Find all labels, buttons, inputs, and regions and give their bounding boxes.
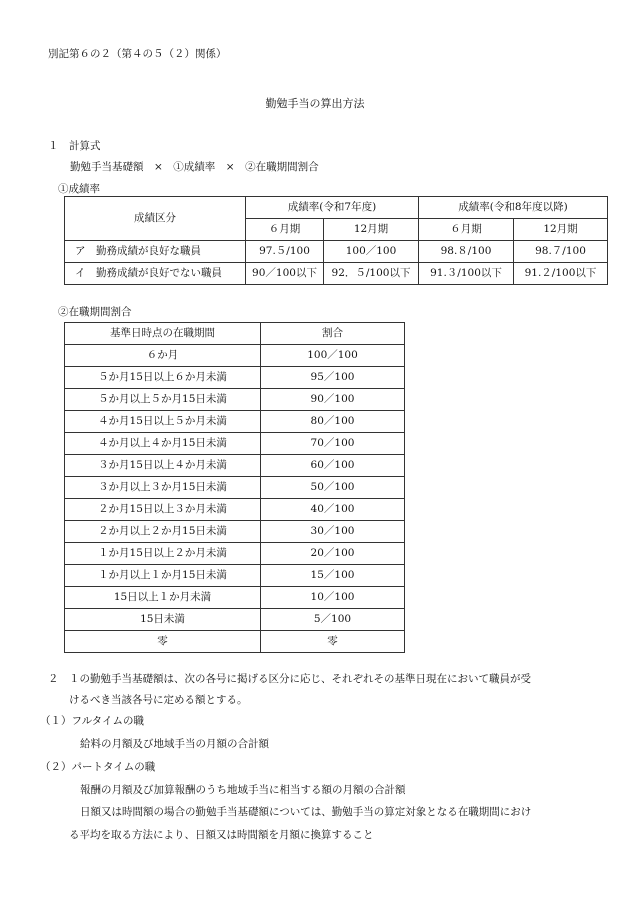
table-row bbox=[65, 477, 405, 499]
table-row bbox=[65, 499, 405, 521]
table-row bbox=[65, 433, 405, 455]
ratio-cell: 15／100 bbox=[261, 565, 405, 587]
section-2-line-1: ２ １の勤勉手当基礎額は、次の各号に掲げる区分に応じ、それぞれその基準日現在において職員が受 bbox=[48, 673, 531, 685]
period-cell: ４か月以上４か月15日未満 bbox=[65, 433, 261, 455]
period-cell: １か月以上１か月15日未満 bbox=[65, 565, 261, 587]
ratio-cell: 40／100 bbox=[261, 499, 405, 521]
section-1-heading: １ 計算式 bbox=[48, 140, 101, 152]
period-cell: ５か月15日以上６か月未満 bbox=[65, 367, 261, 389]
header-group-r8: 成績率(令和8年度以降) bbox=[419, 197, 608, 219]
header-period: ６月期 bbox=[246, 219, 324, 241]
row-label: イ 勤務成績が良好でない職員 bbox=[65, 263, 246, 285]
period-cell: ３か月以上３か月15日未満 bbox=[65, 477, 261, 499]
table-row bbox=[65, 587, 405, 609]
period-cell: ２か月15日以上３か月未満 bbox=[65, 499, 261, 521]
ratio-cell: 30／100 bbox=[261, 521, 405, 543]
header-period: 12月期 bbox=[514, 219, 608, 241]
period-cell: 15日未満 bbox=[65, 609, 261, 631]
ratio-cell: 零 bbox=[261, 631, 405, 653]
ratio-cell: 70／100 bbox=[261, 433, 405, 455]
page-title: 勤勉手当の算出方法 bbox=[265, 97, 365, 110]
item-2-note-line-2: る平均を取る方法により、日額又は時間額を月額に換算すること bbox=[69, 829, 374, 841]
section-2-line-2: けるべき当該各号に定める額とする。 bbox=[69, 694, 248, 706]
period-cell: ６か月 bbox=[65, 345, 261, 367]
rate-cell: 91.３/100以下 bbox=[419, 263, 514, 285]
ratio-cell: 60／100 bbox=[261, 455, 405, 477]
table-row bbox=[65, 389, 405, 411]
period-cell: １か月15日以上２か月未満 bbox=[65, 543, 261, 565]
header-period: ６月期 bbox=[419, 219, 514, 241]
table-row bbox=[65, 345, 405, 367]
rate-cell: 91.２/100以下 bbox=[514, 263, 608, 285]
rate-table bbox=[64, 196, 608, 285]
table-row bbox=[65, 411, 405, 433]
table-row bbox=[65, 631, 405, 653]
table-row bbox=[65, 543, 405, 565]
header-period: 12月期 bbox=[324, 219, 419, 241]
ratio-cell: 95／100 bbox=[261, 367, 405, 389]
table-row bbox=[65, 609, 405, 631]
item-1-body: 給料の月額及び地域手当の月額の合計額 bbox=[80, 738, 269, 750]
header-ratio: 割合 bbox=[261, 323, 405, 345]
table-row bbox=[65, 263, 608, 285]
rate-table-caption: ①成績率 bbox=[58, 183, 100, 195]
period-table bbox=[64, 322, 405, 653]
table-row bbox=[65, 455, 405, 477]
period-cell: ４か月15日以上５か月未満 bbox=[65, 411, 261, 433]
header-period: 基準日時点の在職期間 bbox=[65, 323, 261, 345]
item-2-body: 報酬の月額及び加算報酬のうち地域手当に相当する額の月額の合計額 bbox=[80, 784, 406, 796]
header-group-r7: 成績率(令和7年度) bbox=[246, 197, 419, 219]
item-2-note-line-1: 日額又は時間額の場合の勤勉手当基礎額については、勤勉手当の算定対象となる在職期間におけ bbox=[80, 806, 532, 818]
rate-cell: 92．５/100以下 bbox=[324, 263, 419, 285]
ratio-cell: 5／100 bbox=[261, 609, 405, 631]
rate-cell: 98.８/100 bbox=[419, 241, 514, 263]
ratio-cell: 90／100 bbox=[261, 389, 405, 411]
ratio-cell: 80／100 bbox=[261, 411, 405, 433]
ratio-cell: 10／100 bbox=[261, 587, 405, 609]
period-cell: ３か月15日以上４か月未満 bbox=[65, 455, 261, 477]
item-1-heading: （１）フルタイムの職 bbox=[40, 715, 144, 727]
document-reference: 別記第６の２（第４の５（２）関係） bbox=[48, 48, 227, 60]
header-category: 成績区分 bbox=[65, 197, 246, 241]
row-label: ア 勤務成績が良好な職員 bbox=[65, 241, 246, 263]
rate-cell: 97.５/100 bbox=[246, 241, 324, 263]
period-cell: 15日以上１か月未満 bbox=[65, 587, 261, 609]
rate-cell: 98.７/100 bbox=[514, 241, 608, 263]
table-row bbox=[65, 367, 405, 389]
rate-cell: 90／100以下 bbox=[246, 263, 324, 285]
item-2-heading: （２）パートタイムの職 bbox=[40, 761, 156, 773]
ratio-cell: 100／100 bbox=[261, 345, 405, 367]
period-cell: ２か月以上２か月15日未満 bbox=[65, 521, 261, 543]
formula-text: 勤勉手当基礎額 × ①成績率 × ②在職期間割合 bbox=[70, 161, 319, 173]
table-row bbox=[65, 521, 405, 543]
period-cell: 零 bbox=[65, 631, 261, 653]
period-table-caption: ②在職期間割合 bbox=[58, 306, 132, 318]
rate-cell: 100／100 bbox=[324, 241, 419, 263]
table-row bbox=[65, 241, 608, 263]
table-row bbox=[65, 565, 405, 587]
ratio-cell: 50／100 bbox=[261, 477, 405, 499]
period-cell: ５か月以上５か月15日未満 bbox=[65, 389, 261, 411]
ratio-cell: 20／100 bbox=[261, 543, 405, 565]
